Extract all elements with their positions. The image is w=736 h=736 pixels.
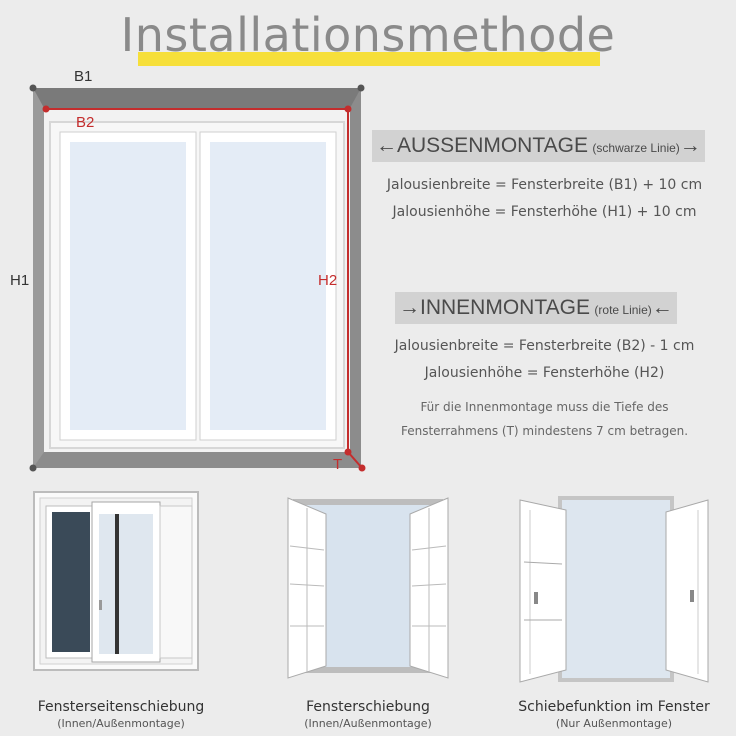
window-types (0, 480, 736, 696)
outside-width-formula: Jalousienbreite = Fensterbreite (B1) + 10 cm (386, 177, 703, 193)
window-sub-1: (Innen/Außenmontage) (57, 717, 185, 730)
inside-heading-note: (rote Linie) (594, 303, 652, 317)
inside-banner: →INNENMONTAGE (rote Linie)← (395, 292, 677, 324)
label-h1: H1 (10, 272, 30, 289)
casement-window-illustration (288, 498, 448, 678)
inside-width-formula: Jalousienbreite = Fensterbreite (B2) - 1 cm (394, 338, 695, 354)
label-b2: B2 (76, 114, 95, 131)
inside-heading: INNENMONTAGE (420, 296, 590, 319)
right-glass (210, 142, 326, 430)
label-h2: H2 (318, 272, 338, 289)
outside-banner: ←AUSSENMONTAGE (schwarze Linie)→ (372, 130, 705, 162)
window-caption-2: Fensterschiebung (306, 699, 430, 715)
left-glass (70, 142, 186, 430)
outside-height-formula: Jalousienhöhe = Fensterhöhe (H1) + 10 cm (392, 204, 697, 220)
window-sub-2: (Innen/Außenmontage) (304, 717, 432, 730)
inside-height-formula: Jalousienhöhe = Fensterhöhe (H2) (424, 365, 665, 381)
double-casement-illustration (520, 498, 708, 682)
page-title: Installationsmethode (120, 8, 616, 62)
window-caption-3: Schiebefunktion im Fenster (518, 699, 710, 715)
label-b1: B1 (74, 68, 93, 85)
label-t: T (333, 456, 343, 473)
sliding-window-illustration (34, 492, 198, 670)
inside-note-line1: Für die Innenmontage muss die Tiefe des (420, 400, 669, 414)
outside-heading: AUSSENMONTAGE (397, 134, 588, 157)
window-sub-3: (Nur Außenmontage) (555, 717, 673, 730)
inside-note-line2: Fensterrahmens (T) mindestens 7 cm betragen. (400, 424, 689, 438)
outside-heading-note: (schwarze Linie) (592, 141, 680, 155)
window-caption-1: Fensterseitenschiebung (37, 699, 205, 715)
